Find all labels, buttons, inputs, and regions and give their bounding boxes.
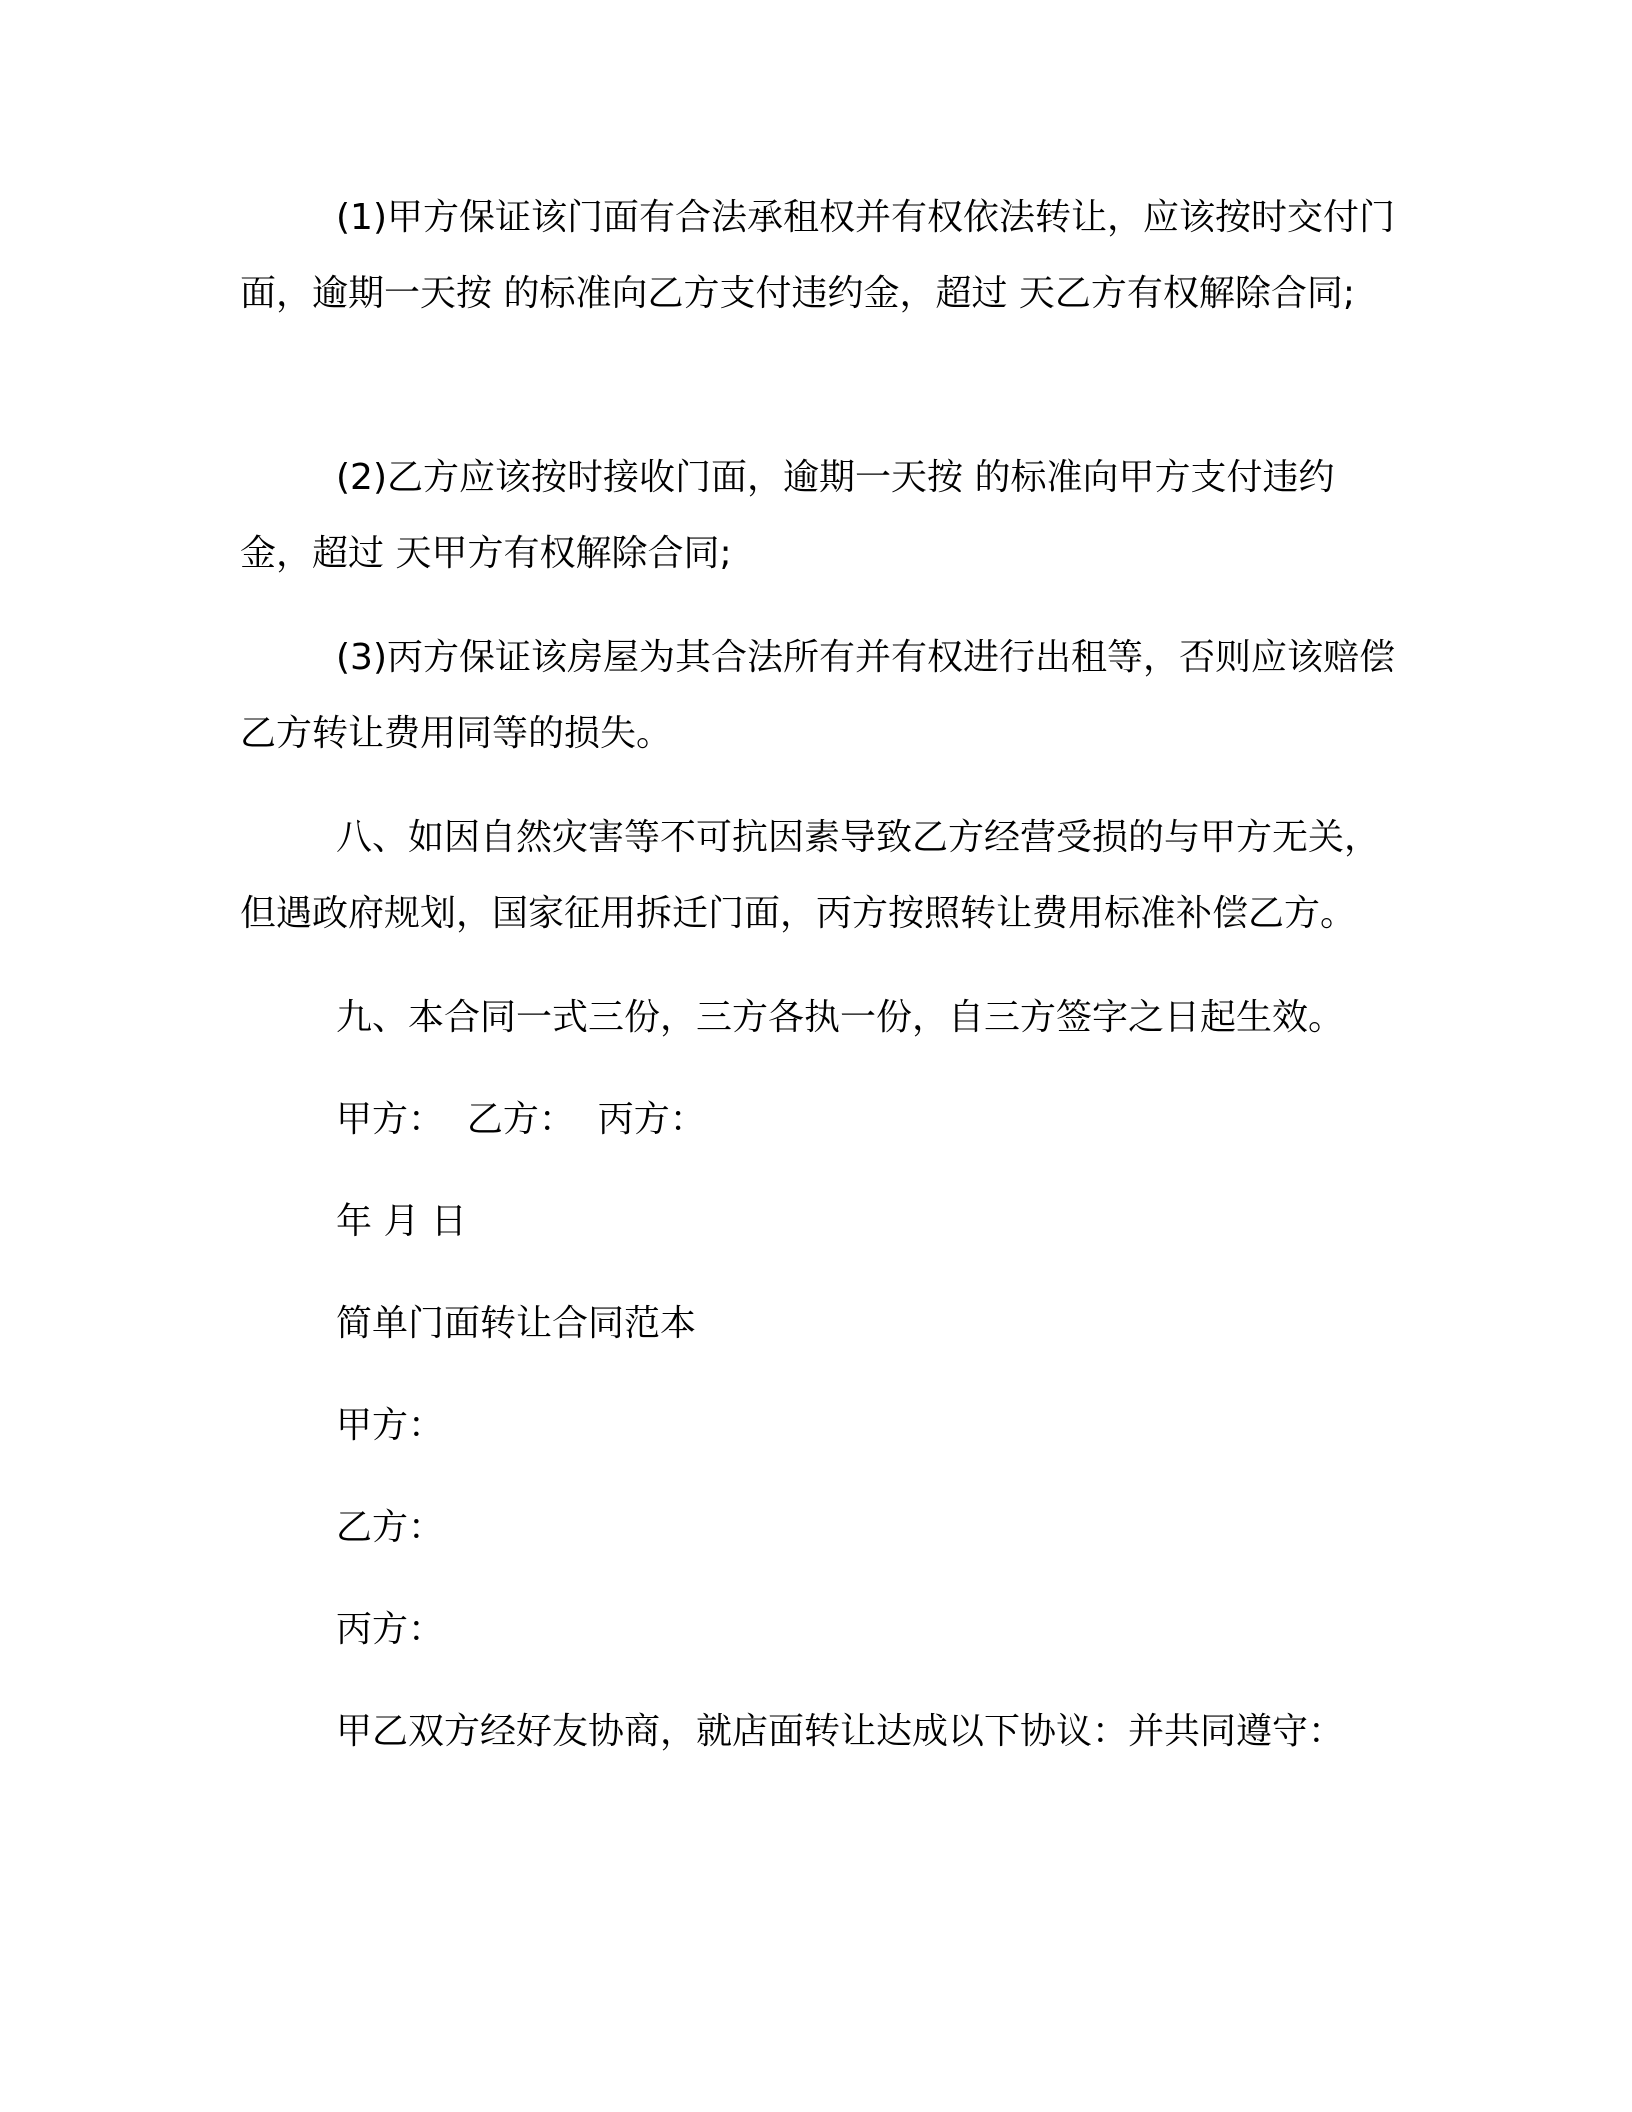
signature-line: 甲方： 乙方： 丙方： xyxy=(336,1099,706,1140)
party-b-label: 乙方： xyxy=(336,1507,445,1548)
party-c-label: 丙方： xyxy=(336,1609,445,1650)
clause-7-2: (2)乙方应该按时接收门面，逾期一天按 的标准向甲方支付违约金，超过 天甲方有权解除合同; xyxy=(240,457,1335,574)
clause-9: 九、本合同一式三份，三方各执一份，自三方签字之日起生效。 xyxy=(336,997,1345,1038)
clause-8: 八、如因自然灾害等不可抗因素导致乙方经营受损的与甲方无关，但遇政府规划，国家征用拆迁门面，丙方按照转让费用标准补偿乙方。 xyxy=(240,817,1381,934)
clause-7-3: (3)丙方保证该房屋为其合法所有并有权进行出租等，否则应该赔偿乙方转让费用同等的损失。 xyxy=(240,637,1395,754)
intro-paragraph: 甲乙双方经好友协商，就店面转让达成以下协议：并共同遵守： xyxy=(336,1711,1345,1752)
second-contract-title: 简单门面转让合同范本 xyxy=(336,1303,697,1344)
party-a-label: 甲方： xyxy=(336,1405,445,1446)
clause-7-1: (1)甲方保证该门面有合法承租权并有权依法转让，应该按时交付门面，逾期一天按 的标准向乙方支付违约金，超过 天乙方有权解除合同; xyxy=(240,197,1395,314)
date-line: 年 月 日 xyxy=(336,1201,467,1242)
